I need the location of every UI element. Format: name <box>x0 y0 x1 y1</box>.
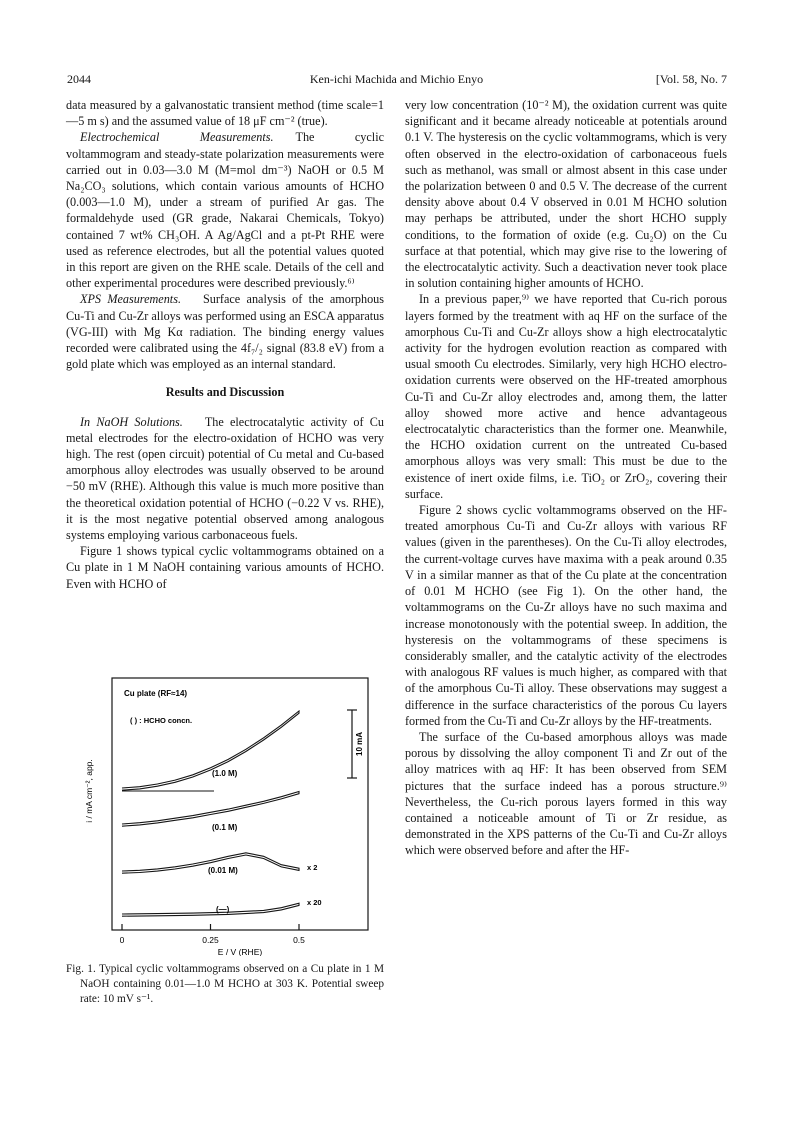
left-column <box>66 97 384 592</box>
x-axis-label: E / V (RHE) <box>217 947 263 956</box>
series-scale-label-3: x 2 <box>307 863 318 873</box>
subhead-naoh: In NaOH Solutions. <box>80 414 183 429</box>
subhead-electrochemical: Electrochemical Measurements. <box>80 130 274 145</box>
paragraph-xps <box>66 291 384 372</box>
running-head-volume: [Vol. 58, No. 7 <box>655 72 727 86</box>
voltammogram-chart <box>66 666 384 956</box>
paragraph-naoh <box>66 414 384 544</box>
annotation-electrode: Cu plate (RF≈14) <box>124 689 188 698</box>
paragraph-electrochemical <box>66 129 384 291</box>
section-title: Results and Discussion <box>165 385 285 400</box>
series-group <box>122 711 322 916</box>
y-axis-label: i / mA cm⁻², app. <box>84 759 94 823</box>
series-label-2: (0.1 M) <box>212 823 238 832</box>
paragraph-low-concentration: very low concentration (10⁻² M), the oxidation current was quite significant and it became already noticeable at potentials around 0.1 V. The hysteresis on the cyclic voltammograms, which is very often observed in the electro-oxidation of carbonaceous fuels such as methanol, was small or almost absent in this case under the polarization between 0 and 0.5 V. The decrease of the current density above about 0.4 V observed in 0.01 M HCHO solution may perhaps be attributed, under the short HCHO supply conditions, to the formation of oxide (e.g. Cu₂O) on the Cu surface at that potential, which may give rise to the lowering of the electrocatalytic activity. Such a deactivation never took place in solution containing higher amounts of HCHO. <box>405 98 727 291</box>
series-label-3: (0.01 M) <box>208 866 238 875</box>
subhead-xps: XPS Measurements. <box>80 292 181 307</box>
running-head-authors: Ken-ichi Machida and Michio Enyo <box>309 72 484 86</box>
scale-bar-label: 10 mA <box>355 731 364 757</box>
series-line-4 <box>122 903 299 916</box>
paragraph-double-layer: data measured by a galvanostatic transient method (time scale=1—5 m s) and the assumed value of 18 μF cm⁻² (true). <box>66 98 384 129</box>
x-tick-label: 0 <box>119 935 125 945</box>
x-tick-label: 0.25 <box>202 935 219 945</box>
electrochemical-body: The cyclic voltammogram and steady-state polarization measurements were carried out in 0.03—3.0 M (M=mol dm⁻³) NaOH or 0.5 M Na₂CO₃ solutions, which contain various amounts of HCHO (0.003—1.0 M), under a stream of purified Ar gas. The formaldehyde used (GR grade, Nakarai Chemicals, Tokyo) contained 7 wt% CH₃OH. A Ag/AgCl and a pt-Pt RHE were used as reference electrodes, but all the potential values quoted in this report are given on the RHE scale. Details of the cell and other experimental procedures were described previously.⁶⁾ <box>66 130 384 291</box>
paragraph-porous-surface: The surface of the Cu-based amorphous alloys was made porous by dissolving the alloy component Ti and Zr out of the alloy matrices with aq HF: It has been observed from SEM pictures that the surface indeed has a porous structure.⁹⁾ Nevertheless, the Cu-rich porous layers formed in this way contained a noticeable amount of Ti or Zr residue, as demonstrated in the XPS patterns of the Cu-Ti and Cu-Zr alloys which were observed before and after the HF- <box>405 729 727 858</box>
x-tick-label: 0.5 <box>293 935 305 945</box>
paragraph-previous-paper: In a previous paper,⁹⁾ we have reported that Cu-rich porous layers formed by the treatment with aq HF on the surface of the amorphous Cu-Ti and Cu-Zr alloys show a high electrocatalytic activity for the hydrogen evolution reaction as compared with usual smooth Cu electrodes. Similarly, very high HCHO electro-oxidation currents were observed on the HF-treated amorphous Cu-Ti and Cu-Zr alloy electrodes and, among them, the latter alloy showed more active and hence advantageous electrocatalytic characteristics than the former one. Meanwhile, the HCHO oxidation current on the untreated Cu-based amorphous alloys was very small: This must be due to the existence of inert oxide films, i.e. TiO₂ or ZrO₂, covering their surface. <box>405 292 727 501</box>
naoh-body: The electrocatalytic activity of Cu metal electrodes for the electro-oxidation of HCHO was very high. The rest (open circuit) potential of Cu metal and Cu-based amorphous alloy electrodes was usually observed to be around −50 mV (RHE). Although this value is much more positive than the theoretical oxidation potential of HCHO (−0.22 V vs. RHE), it is the most negative potential observed among analogous systems employing various carbonaceous fuels. <box>66 414 384 543</box>
figure-caption: Fig. 1. Typical cyclic voltammograms observed on a Cu plate in 1 M NaOH containing 0.01—1.0 M HCHO at 303 K. Potential sweep rate: 10 mV s⁻¹. <box>66 963 384 1005</box>
annotation-concn: ( ) : HCHO concn. <box>130 716 193 725</box>
series-line-2 <box>122 792 299 827</box>
series-label-4: (—) <box>216 905 230 914</box>
figure-1 <box>66 666 384 1007</box>
xps-body: Surface analysis of the amorphous Cu-Ti and Cu-Zr alloys was performed using an ESCA apparatus (VG-III) with Mg Kα radiation. The binding energy values recorded were calibrated using the 4f₇/₂ signal (83.8 eV) from a gold plate which was employed as an internal standard. <box>66 292 385 372</box>
right-column <box>405 97 727 859</box>
paragraph-figure2: Figure 2 shows cyclic voltammograms observed on the HF-treated amorphous Cu-Ti and Cu-Zr alloys with various RF values (given in the parentheses). On the Cu-Ti alloy electrodes, the current-voltage curves have maxima with a peak around 0.35 V in a similar manner as that of the Cu plate at the concentration of 0.01 M HCHO (see Fig 1). On the other hand, the voltammograms on the Cu-Zr alloys have no such maxima and increase monotonously with the potential sweep. In addition, the hysteresis on the voltammograms of these specimens is considerably smaller, and the catalytic activity of the electrodes with analogous RF values is much higher, as compared with that of the amorphous Cu-Ti alloy. These observations may suggest a difference in the surface characteristics of the porous Cu layers formed from the Cu-Ti and Cu-Zr alloys by the HF-treatments. <box>405 503 727 728</box>
series-scale-label-4: x 20 <box>307 898 322 908</box>
x-tick-labels <box>120 935 306 945</box>
page-number: 2044 <box>67 72 91 86</box>
paragraph-figure1: Figure 1 shows typical cyclic voltammograms obtained on a Cu plate in 1 M NaOH containing various amounts of HCHO. Even with HCHO of <box>66 544 384 591</box>
series-label-1: (1.0 M) <box>212 769 238 778</box>
x-ticks <box>122 924 299 930</box>
